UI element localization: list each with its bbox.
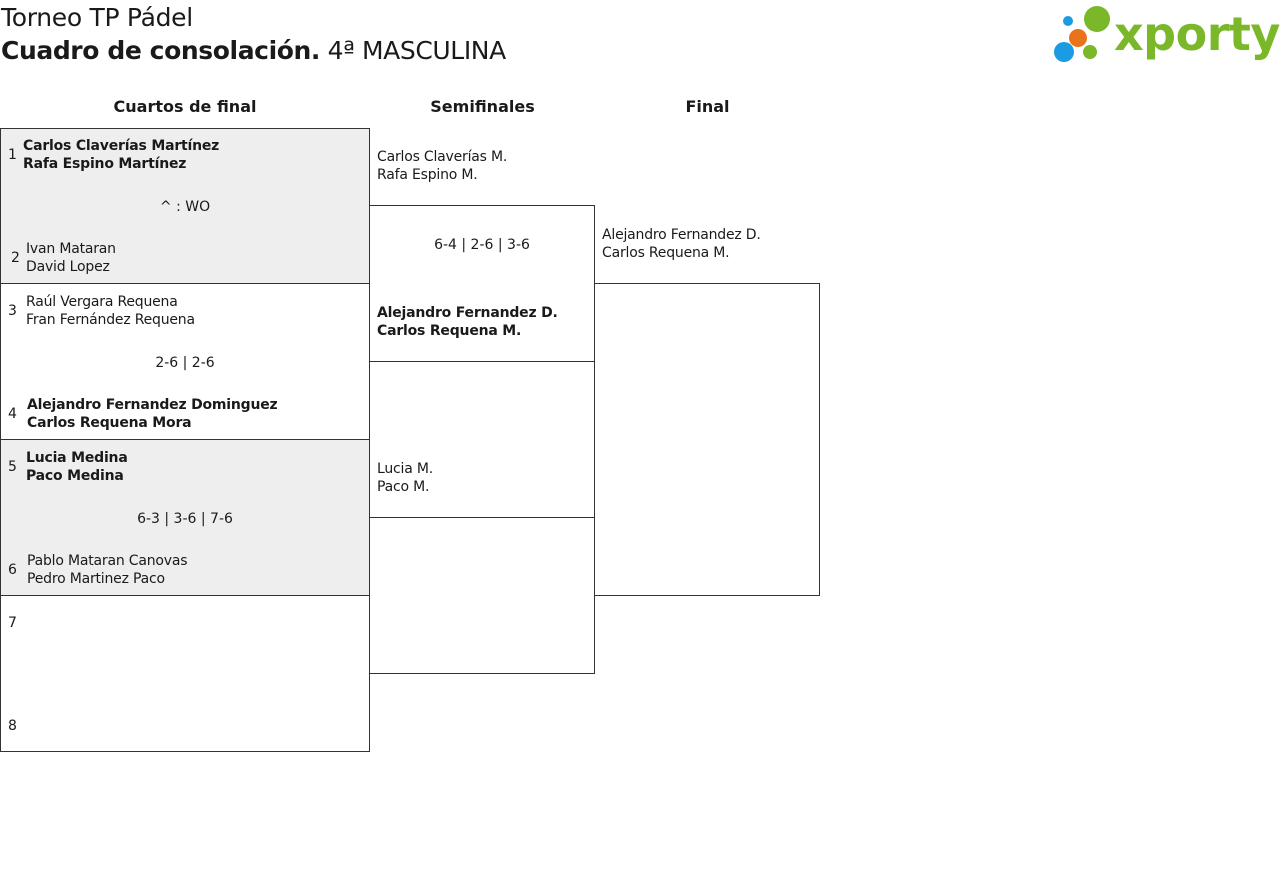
- team-player-name: Alejandro Fernandez D.: [602, 227, 761, 243]
- team-player-name: Lucia Medina: [26, 450, 128, 466]
- seed-number: 4: [8, 406, 17, 422]
- quarterfinal-match-4[interactable]: [0, 595, 370, 752]
- seed-number: 1: [8, 147, 17, 163]
- semifinal-match-2[interactable]: [369, 517, 595, 674]
- team-player-name: Ivan Mataran: [26, 241, 116, 257]
- team-player-name: Pablo Mataran Canovas: [27, 553, 188, 569]
- xporty-logo-dots-icon: [1050, 4, 1116, 68]
- seed-number: 2: [11, 250, 20, 266]
- round-header-quarterfinals: Cuartos de final: [113, 97, 257, 116]
- team-player-name: Alejandro Fernandez Dominguez: [27, 397, 278, 413]
- round-header-semifinals: Semifinales: [430, 97, 535, 116]
- team-player-name: Rafa Espino Martínez: [23, 156, 187, 172]
- seed-number: 8: [8, 718, 17, 734]
- team-player-name: Alejandro Fernandez D.: [377, 305, 558, 321]
- team-player-name: Pedro Martinez Paco: [27, 571, 165, 587]
- team-player-name: Raúl Vergara Requena: [26, 294, 178, 310]
- xporty-logo-text: xporty: [1114, 7, 1280, 61]
- team-player-name: Carlos Claverías Martínez: [23, 138, 220, 154]
- team-player-name: Paco Medina: [26, 468, 124, 484]
- seed-number: 6: [8, 562, 17, 578]
- match-score: 6-4 | 2-6 | 3-6: [434, 237, 530, 253]
- draw-subtitle: [1, 34, 506, 67]
- team-player-name: Fran Fernández Requena: [26, 312, 195, 328]
- seed-number: 7: [8, 615, 17, 631]
- draw-category: 4ª MASCULINA: [320, 36, 506, 65]
- xporty-logo[interactable]: [1050, 4, 1280, 68]
- team-player-name: Rafa Espino M.: [377, 167, 478, 183]
- match-score: 6-3 | 3-6 | 7-6: [137, 511, 233, 527]
- team-player-name: Carlos Claverías M.: [377, 149, 508, 165]
- seed-number: 3: [8, 303, 17, 319]
- page-title-block: [1, 1, 506, 67]
- quarterfinal-match-2[interactable]: [0, 283, 370, 440]
- quarterfinal-match-1[interactable]: [0, 128, 370, 284]
- semifinal-match-1[interactable]: [369, 205, 595, 362]
- tournament-title: Torneo TP Pádel: [1, 3, 193, 32]
- team-player-name: Carlos Requena Mora: [27, 415, 192, 431]
- match-score: ^ : WO: [159, 199, 211, 215]
- quarterfinal-match-3[interactable]: [0, 439, 370, 596]
- round-header-final: Final: [685, 97, 730, 116]
- seed-number: 5: [8, 459, 17, 475]
- team-player-name: Carlos Requena M.: [377, 323, 522, 339]
- team-player-name: David Lopez: [26, 259, 110, 275]
- team-player-name: Carlos Requena M.: [602, 245, 730, 261]
- team-player-name: Lucia M.: [377, 461, 433, 477]
- match-score: 2-6 | 2-6: [155, 355, 215, 371]
- draw-name: Cuadro de consolación.: [1, 36, 321, 65]
- team-player-name: Paco M.: [377, 479, 430, 495]
- final-match[interactable]: [594, 283, 820, 596]
